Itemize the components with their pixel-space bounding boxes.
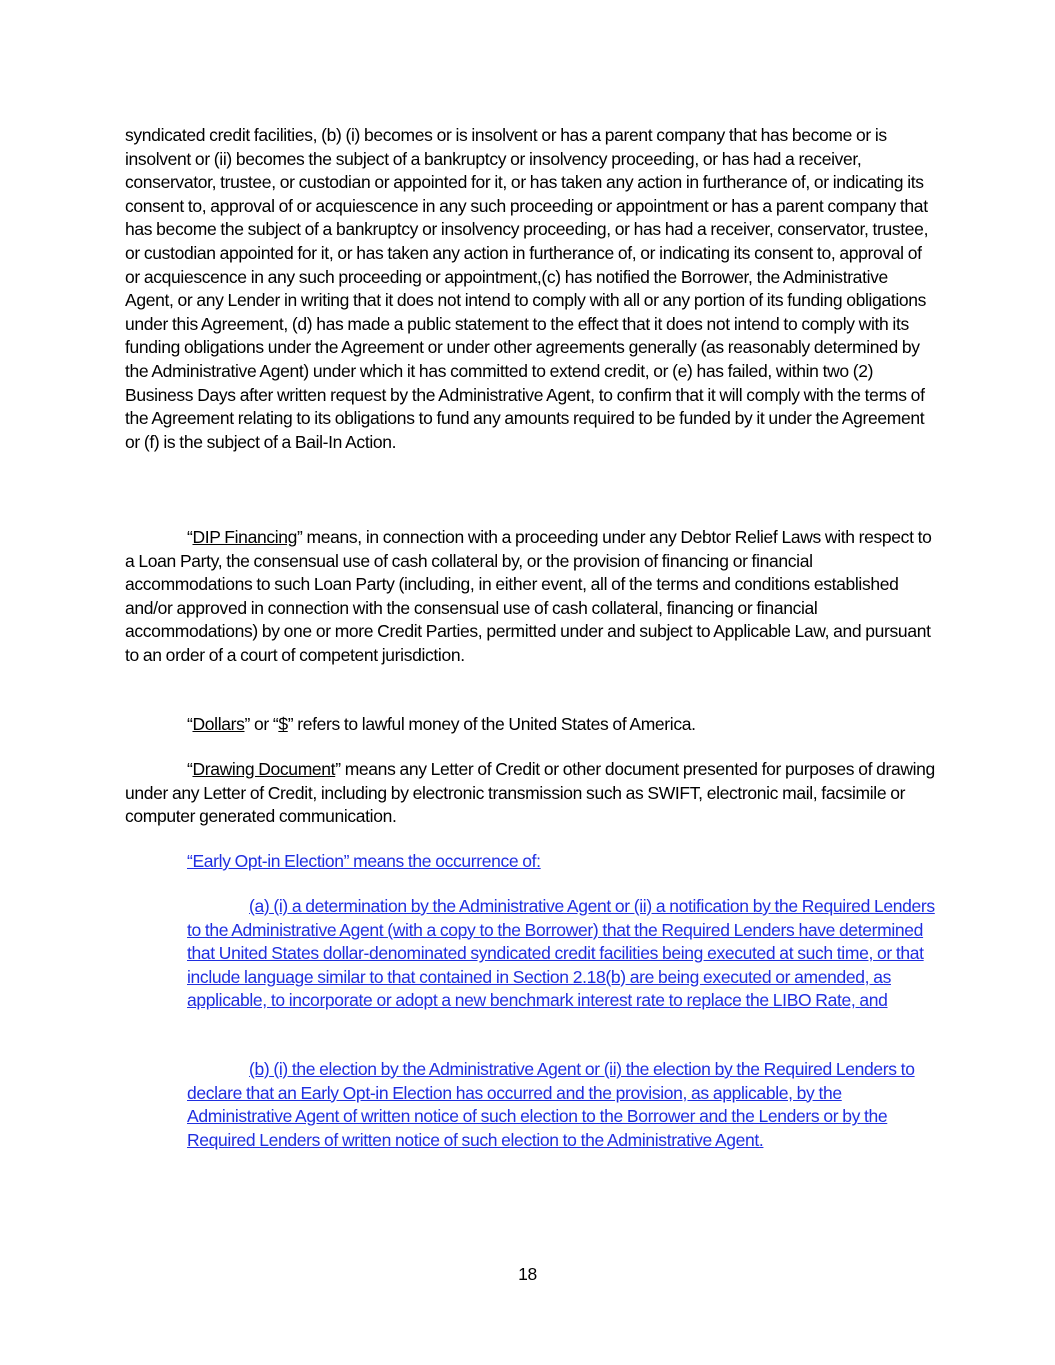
defined-term: Dollars	[192, 714, 245, 734]
inserted-clause-text: (a) (i) a determination by the Administrative Agent or (ii) a notification by the Required Lenders to the Administrative Agent (with a copy to the Borrower) that the Required Lenders have determined that United States dollar-denominated syndicated credit facilities being executed at such time, or that include language similar to that contained in Section 2.18(b) are being executed or amended, as applicable, to incorporate or adopt a new benchmark interest rate to replace the LIBO Rate, and	[187, 896, 935, 1011]
quote-connector: ” or “	[244, 714, 279, 734]
defined-term-symbol: $	[278, 714, 288, 734]
inserted-clause-text: (b) (i) the election by the Administrative Agent or (ii) the election by the Required Lenders to declare that an Early Opt-in Election has occurred and the provision, as applicable, by the Administrative Agent of written notice of such election to the Borrower and the Lenders or by the Required Lenders of written notice of such election to the Administrative Agent.	[187, 1059, 915, 1150]
open-quote: “	[187, 527, 193, 547]
early-opt-in-clause-a	[187, 895, 937, 1013]
defined-term: Drawing Document	[192, 759, 336, 779]
page-number: 18	[518, 1264, 537, 1284]
early-opt-in-clause-b	[187, 1058, 937, 1152]
paragraph-defaulting-lender-continuation	[125, 124, 937, 454]
inserted-heading: “Early Opt-in Election” means the occurrence of:	[187, 851, 541, 871]
definition-text: ” means, in connection with a proceeding under any Debtor Relief Laws with respect to a Loan Party, the consensual use of cash collateral by, or the provision of financing or financial accommodations to such Loan Party (including, in either event, all of the terms and conditions established and/or approved in connection with the consensual use of cash collateral, financing or financial accommodations) by one or more Credit Parties, permitted under and subject to Applicable Law, and pursuant to an order of a court of competent jurisdiction.	[125, 527, 932, 665]
definition-text: ” means any Letter of Credit or other document presented for purposes of drawing under any Letter of Credit, including by electronic transmission such as SWIFT, electronic mail, facsimile or computer generated communication.	[125, 759, 935, 827]
definition-dip-financing	[125, 526, 937, 668]
definition-text: ” refers to lawful money of the United States of America.	[287, 714, 696, 734]
definition-dollars	[125, 713, 937, 737]
open-quote: “	[187, 714, 193, 734]
open-quote: “	[187, 759, 193, 779]
definition-early-opt-in-election	[187, 850, 937, 874]
defined-term: DIP Financing	[192, 527, 298, 547]
paragraph-text: syndicated credit facilities, (b) (i) becomes or is insolvent or has a parent company that has become or is insolvent or (ii) becomes the subject of a bankruptcy or insolvency proceeding, or has had a receiver, conservator, trustee, or custodian or appointed for it, or has taken any action in furtherance of, or indicating its consent to, approval of or acquiescence in any such proceeding or appointment or has a parent company that has become the subject of a bankruptcy or insolvency proceeding, or has had a receiver, conservator, trustee, or custodian appointed for it, or has taken any action in furtherance of, or indicating its consent to, approval of or acquiescence in any such proceeding or appointment,(c) has notified the Borrower, the Administrative Agent, or any Lender in writing that it does not intend to comply with all or any portion of its funding obligations under this Agreement, (d) has made a public statement to the effect that it does not intend to comply with its funding obligations under the Agreement or under other agreements generally (as reasonably determined by the Administrative Agent) under which it has committed to extend credit, or (e) has failed, within two (2) Business Days after written request by the Administrative Agent, to confirm that it will comply with the terms of the Agreement relating to its obligations to fund any amounts required to be funded by it under the Agreement or (f) is the subject of a Bail-In Action.	[125, 125, 929, 452]
definition-drawing-document	[125, 758, 937, 829]
